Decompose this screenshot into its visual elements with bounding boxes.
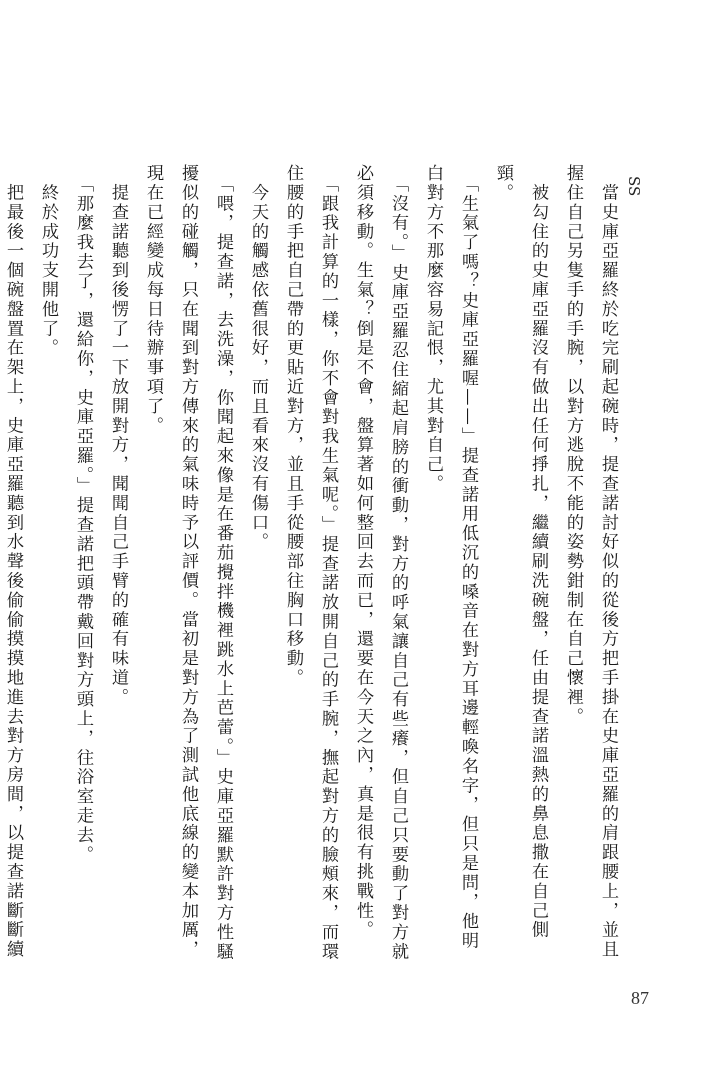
paragraph-4: 「沒有。」史庫亞羅忍住縮起肩膀的衝動，對方的呼氣讓自己有些癢，但自己只要動了對方就必須移動。生氣？倒是不會，盤算著如何整回去而已，還要在今天之內，真是很有挑戰性。 (353, 164, 408, 962)
paragraph-1: 當史庫亞羅終於吃完刷起碗時，提查諾討好似的從後方把手掛在史庫亞羅的肩跟腰上，並且握住自己另隻手的手腕，以對方逃脫不能的姿勢鉗制在自己懷裡。 (563, 164, 618, 960)
paragraph-11: 把最後一個碗盤置在架上，史庫亞羅聽到水聲後偷偷摸摸地進去對方房間，以提查諾斷斷續 (3, 183, 23, 960)
paragraph-2: 被勾住的史庫亞羅沒有做出任何掙扎，繼續刷洗碗盤，任由提查諾溫熱的鼻息撒在自己側頸。 (493, 164, 548, 940)
paragraph-5: 「跟我計算的一樣，你不會對我生氣呢。」提查諾放開自己的手腕，撫起對方的臉頰來，而環住腰的手把自己帶的更貼近對方，並且手從腰部往胸口移動。 (283, 164, 338, 962)
paragraph-3: 「生氣了嗎？史庫亞羅喔——」提查諾用低沉的嗓音在對方耳邊輕喚名字，但只是問，他明白對方不那麼容易記恨，尤其對自己。 (423, 164, 478, 951)
paragraph-10: 終於成功支開他了。 (38, 164, 58, 358)
paragraph-6: 今天的觸感依舊很好，而且看來沒有傷口。 (248, 164, 268, 552)
paragraph-7: 「喂，提查諾，去洗澡，你聞起來像是在番茄攪拌機裡跳水上芭蕾。」史庫亞羅默許對方性騷擾似的碰觸，只在聞到對方傳來的氣味時予以評價。當初是對方為了測試他底線的變本加厲，現在已經變成每日待辦事項了。 (143, 164, 233, 962)
vertical-body-text (3, 164, 625, 964)
running-header-mark: SS (625, 176, 643, 197)
paragraph-8: 提查諾聽到後愣了一下放開對方，聞聞自己手臂的確有味道。 (108, 164, 128, 708)
paragraph-9: 「那麼我去了，還給你，史庫亞羅。」提查諾把頭帶戴回對方頭上，往浴室走去。 (73, 164, 93, 865)
page-number: 87 (631, 988, 649, 1008)
